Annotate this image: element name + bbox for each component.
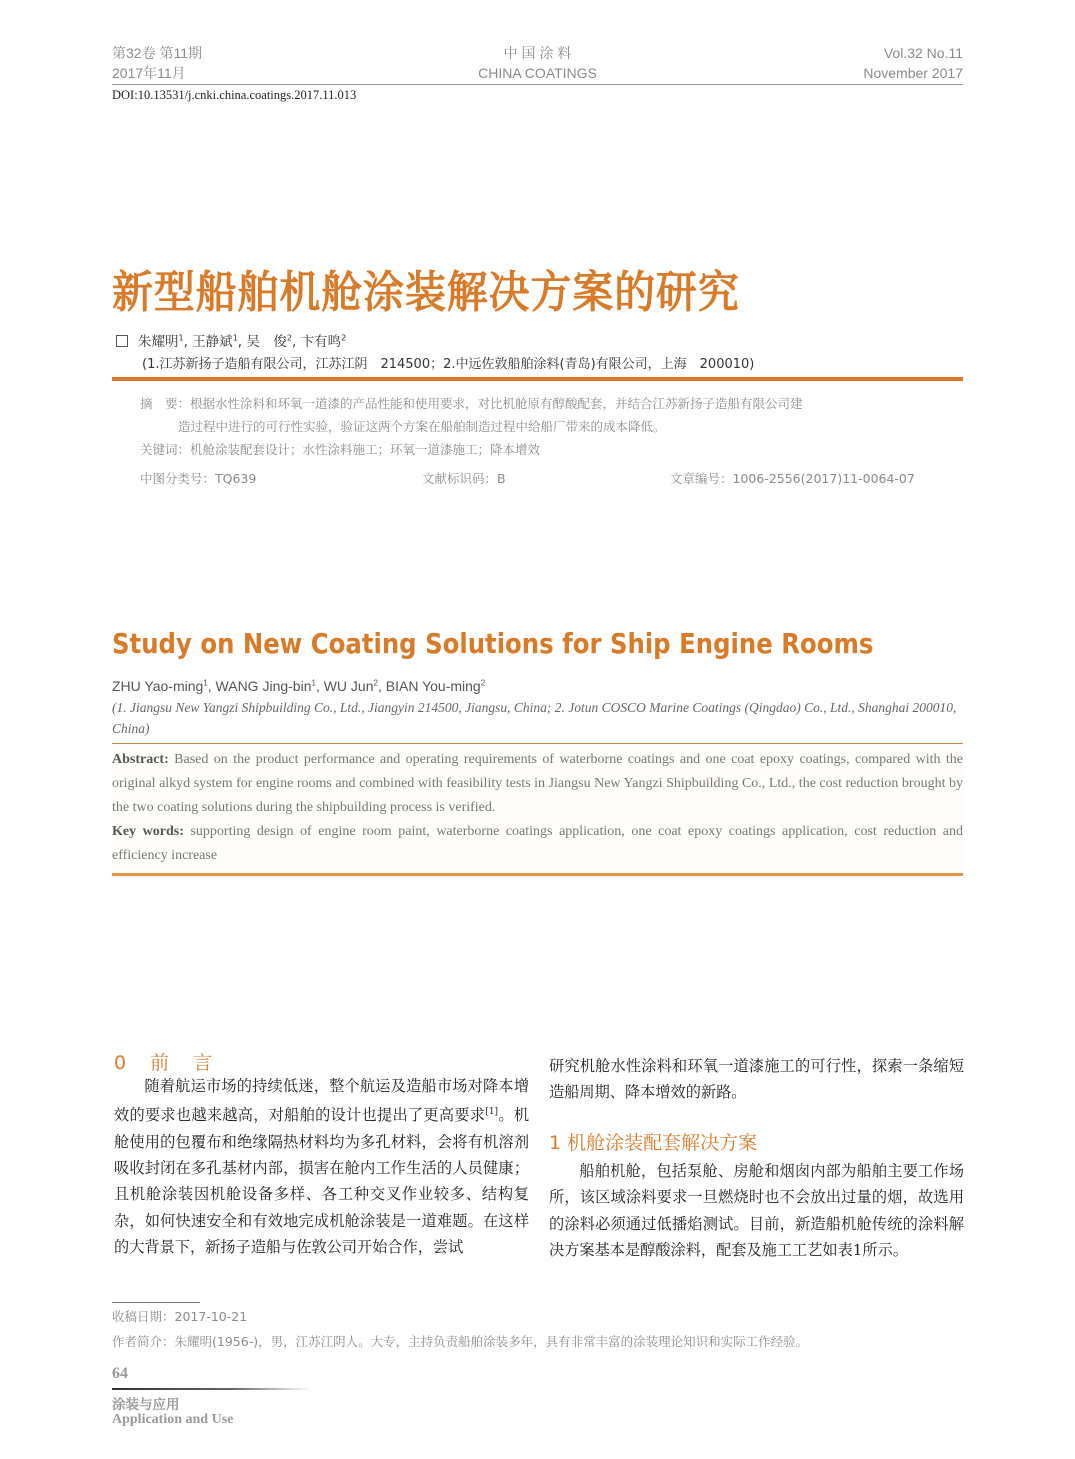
affil-sup: 1	[203, 678, 208, 688]
abstract-text-cn-1: 根据水性涂料和环氧一道漆的产品性能和使用要求，对比机舱原有醇酸配套，并结合江苏新扬子造船有限公司建	[190, 396, 803, 411]
paragraph: 研究机舱水性涂料和环氧一道漆施工的可行性，探索一条缩短造船周期、降本增效的新路。	[549, 1057, 964, 1102]
received-date: 收稿日期：2017-10-21	[112, 1309, 248, 1324]
author-en: ZHU Yao-ming	[112, 678, 204, 694]
journal-name-cn: 中 国 涂 料	[503, 45, 572, 61]
keywords-label-cn: 关键词：	[140, 442, 191, 457]
paragraph: 船舶机舱，包括泵舱、房舱和烟囱内部为船舶主要工作场所，该区域涂料要求一旦燃烧时也不会放出过量的烟，故选用的涂料必须通过低播焰测试。目前，新造船机舱传统的涂料解决方案基本是醇酸涂料，配套及施工工艺如表1所示。	[549, 1162, 964, 1259]
affiliation-en: (1. Jiangsu New Yangzi Shipbuilding Co., Ltd., Jiangyin 214500, Jiangsu, China; 2. Jotun COSCO Marine Coatings (Qingdao) Co., Ltd., Shanghai 200010, China)	[112, 700, 957, 736]
running-header-center	[470, 43, 605, 83]
abstract-text-en: Based on the product performance and operating requirements of waterborne coatings and one coat epoxy coatings, compared with the original alkyd system for engine rooms and combined with feasibility tests in Jiangsu New Yangzi Shipbuilding Co., Ltd., the cost reduction brought by the two coating solutions during the shipbuilding process is verified.	[112, 752, 963, 815]
checkbox-square-icon	[116, 335, 128, 347]
paragraph-text: 随着航运市场的持续低迷，整个航运及造船市场对降本增效的要求也越来越高，对船舶的设计也提出了更高要求	[114, 1077, 529, 1125]
body-column-right-continued	[549, 1053, 964, 1106]
affil-sup: 2	[341, 333, 347, 343]
affil-sup: 1	[232, 333, 238, 343]
article-number: 文章编号：1006-2556(2017)11-0064-07	[670, 471, 915, 486]
author-en: WU Jun	[323, 678, 374, 694]
header-divider	[112, 84, 963, 85]
section-name-cn: 涂装与应用	[112, 1397, 180, 1413]
abstract-label-en: Abstract:	[112, 752, 169, 767]
date-en: November 2017	[863, 65, 963, 81]
author-cn: 卞有鸣	[300, 334, 342, 350]
section-name-en: Application and Use	[112, 1412, 234, 1427]
keywords-cn	[140, 440, 540, 458]
date-cn: 2017年11月	[112, 65, 186, 81]
volume-issue-en: Vol.32 No.11	[883, 45, 963, 61]
volume-issue-cn: 第32卷 第11期	[112, 45, 202, 61]
footer-divider	[112, 1388, 312, 1390]
abstract-text-cn-2: 造过程中进行的可行性实验，验证这两个方案在船舶制造过程中给船厂带来的成本降低。	[178, 419, 666, 434]
body-column-left	[114, 1073, 529, 1260]
citation-ref[interactable]: [1]	[485, 1107, 499, 1118]
section-heading-0: 0 前 言	[114, 1052, 222, 1074]
abstract-label-cn: 摘 要：	[140, 396, 191, 411]
paper-title-cn: 新型船舶机舱涂装解决方案的研究	[112, 267, 740, 318]
author-cn: 吴 俊	[246, 334, 287, 350]
keywords-text-cn: 机舱涂装配套设计；水性涂料施工；环氧一道漆施工；降本增效	[190, 442, 541, 457]
abstract-en	[112, 748, 963, 868]
keywords-label-en: Key words:	[112, 824, 184, 839]
affil-sup: 2	[286, 333, 292, 343]
abstract-top-rule	[112, 743, 963, 744]
keywords-text-en: supporting design of engine room paint, waterborne coatings application, one coat epoxy coatings application, cost reduction and efficiency increase	[112, 824, 964, 863]
author-cn: 王静斌	[192, 334, 233, 350]
document-code: 文献标识码：B	[422, 471, 506, 486]
affil-sup: 1	[178, 333, 184, 343]
section-heading-1: 1 机舱涂装配套解决方案	[549, 1132, 758, 1154]
paragraph	[114, 1073, 529, 1260]
author-en: BIAN You-ming	[385, 678, 481, 694]
page-number: 64	[112, 1365, 128, 1382]
affil-sup: 2	[373, 678, 378, 688]
journal-name-en: CHINA COATINGS	[478, 65, 597, 81]
author-en: WANG Jing-bin	[215, 678, 312, 694]
doi-link[interactable]: DOI:10.13531/j.cnki.china.coatings.2017.11.013	[112, 88, 357, 102]
author-list-en: ZHU Yao-ming$^1$, WANG Jing-bin$^1$, WU Jun$^2$, BIAN You-ming$^2$	[112, 678, 486, 694]
affil-sup: 2	[480, 678, 486, 688]
author-bio: 作者简介：朱耀明(1956-)，男，江苏江阴人。大专，主持负责船舶涂装多年，具有非常丰富的涂装理论知识和实际工作经验。	[112, 1334, 809, 1349]
author-list-cn: 朱耀明$^1$, 王静斌$^1$, 吴 俊$^2$, 卞有鸣$^2$	[116, 330, 346, 350]
paper-title-en: Study on New Coating Solutions for Ship Engine Rooms	[112, 627, 874, 660]
abstract-bottom-rule	[112, 873, 963, 876]
footnote-divider	[112, 1302, 200, 1303]
running-header-right	[863, 43, 963, 83]
body-column-right	[549, 1158, 964, 1263]
affil-sup: 1	[311, 678, 316, 688]
running-header-left	[112, 43, 202, 83]
affiliation-cn: (1.江苏新扬子造船有限公司，江苏江阴 214500；2.中远佐敦船舶涂料(青岛)有限公司，上海 200010)	[142, 357, 755, 372]
abstract-cn	[140, 392, 940, 438]
clc-number: 中图分类号：TQ639	[140, 471, 257, 486]
author-cn: 朱耀明	[138, 334, 179, 350]
paragraph-text: 。机舱使用的包覆布和绝缘隔热材料均为多孔材料，会将有机溶剂吸收封闭在多孔基材内部，损害在舱内工作生活的人员健康；且机舱涂装因机舱设备多样、各工种交叉作业较多、结构复杂，如何快速安全和有效地完成机舱涂装是一道难题。在这样的大背景下，新扬子造船与佐敦公司开始合作，尝试	[114, 1106, 530, 1256]
title-divider	[112, 377, 963, 381]
